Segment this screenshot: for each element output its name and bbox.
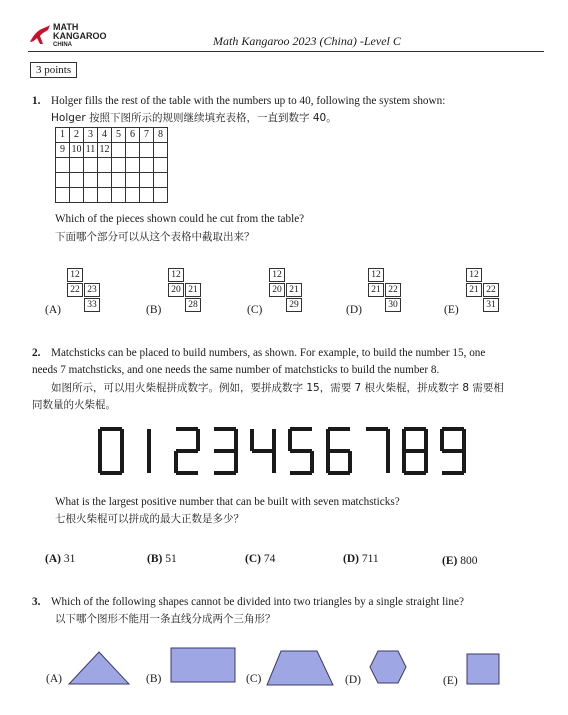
digit-6 (328, 429, 350, 473)
table-cell (84, 188, 98, 203)
table-cell (126, 158, 140, 173)
q2-option-c-label: (C) (245, 553, 261, 565)
table-cell (112, 173, 126, 188)
table-cell (70, 158, 84, 173)
matchstick-digits (96, 425, 476, 477)
table-cell (84, 173, 98, 188)
table-cell (126, 188, 140, 203)
q2-option-c[interactable] (245, 553, 275, 565)
q2-option-d-value: 711 (361, 553, 379, 565)
q3-text-zh: 以下哪个图形不能用一条直线分成两个三角形？ (55, 613, 276, 625)
shape-fill (69, 652, 129, 684)
table-cell: 3 (84, 128, 98, 143)
table-cell (154, 173, 168, 188)
table-cell (140, 143, 154, 158)
q1-question-zh: 下面哪个部分可以从这个表格中截取出来？ (55, 231, 255, 243)
shape-fill (267, 651, 333, 685)
shape-fill (370, 651, 406, 683)
header-rule (28, 51, 544, 52)
q1-number: 1. (32, 95, 41, 107)
q2-text-zh-line1: 如图所示，可以用火柴棍拼成数字。例如，要拼成数字 15，需要 7 根火柴棍，拼成数字 8 需要相 (51, 382, 504, 394)
logo (28, 22, 118, 52)
piece-cell: 22 (385, 283, 401, 297)
table-cell (70, 173, 84, 188)
table-cell: 11 (84, 143, 98, 158)
q1-option-b-label[interactable]: (B) (146, 304, 162, 316)
logo-line-kangaroo: KANGAROO (53, 31, 107, 41)
table-cell: 12 (98, 143, 112, 158)
piece-cell: 28 (185, 298, 201, 312)
q2-option-e-label: (E) (442, 555, 458, 567)
piece-cell: 12 (67, 268, 83, 282)
q3-text-en: Which of the following shapes cannot be divided into two triangles by a single straight line? (51, 596, 464, 608)
q1-option-e-label[interactable]: (E) (444, 304, 459, 316)
piece-cell: 33 (84, 298, 100, 312)
piece-cell: 22 (483, 283, 499, 297)
piece-cell: 12 (168, 268, 184, 282)
shape-fill (467, 654, 499, 684)
q2-text-zh-line2: 同数量的火柴棍。 (32, 399, 116, 411)
piece-cell: 22 (67, 283, 83, 297)
piece-cell: 23 (84, 283, 100, 297)
points-badge: 3 points (30, 62, 77, 78)
piece-cell: 31 (483, 298, 499, 312)
table-cell (112, 188, 126, 203)
q2-option-c-value: 74 (263, 553, 276, 565)
digit-3 (214, 429, 236, 473)
q2-number: 2. (32, 347, 41, 359)
piece-cell: 21 (466, 283, 482, 297)
table-cell (154, 158, 168, 173)
q2-option-a[interactable] (45, 553, 75, 565)
logo-line-math: MATH (53, 22, 79, 32)
piece-cell: 12 (368, 268, 384, 282)
q1-text-en: Holger fills the rest of the table with the numbers up to 40, following the system shown: (51, 95, 446, 107)
q2-option-b-label: (B) (147, 553, 163, 565)
q2-text-en-line2: needs 7 matchsticks, and one needs the same number of matchsticks to build the number 8. (32, 364, 440, 376)
q3-option-c-label[interactable]: (C) (246, 673, 262, 685)
q1-text-zh: Holger 按照下图所示的规则继续填充表格，一直到数字 40。 (51, 112, 337, 124)
table-cell: 4 (98, 128, 112, 143)
piece-cell: 30 (385, 298, 401, 312)
q2-option-a-label: (A) (45, 553, 61, 565)
table-cell (154, 143, 168, 158)
piece-cell: 12 (466, 268, 482, 282)
q3-shape-square[interactable] (465, 652, 501, 686)
page-header-title: Math Kangaroo 2023 (China) -Level C (213, 34, 401, 48)
table-cell (56, 188, 70, 203)
table-cell (70, 188, 84, 203)
table-cell (56, 173, 70, 188)
digit-8 (404, 429, 426, 473)
table-cell (98, 173, 112, 188)
q2-option-b[interactable] (147, 553, 177, 565)
q3-shape-trapezoid[interactable] (265, 649, 335, 687)
digit-0 (100, 429, 122, 473)
q1-option-a-label[interactable]: (A) (45, 304, 61, 316)
piece-cell: 20 (269, 283, 285, 297)
table-cell (84, 158, 98, 173)
table-cell: 8 (154, 128, 168, 143)
table-cell (140, 173, 154, 188)
q3-option-a-label[interactable]: (A) (46, 673, 62, 685)
table-cell: 7 (140, 128, 154, 143)
shape-fill (171, 648, 235, 682)
table-cell (98, 158, 112, 173)
digit-7 (366, 429, 388, 473)
logo-line-china: CHINA (53, 42, 72, 48)
q2-option-d-label: (D) (343, 553, 359, 565)
table-cell (112, 143, 126, 158)
table-cell (98, 188, 112, 203)
piece-cell: 21 (368, 283, 384, 297)
q3-option-d-label[interactable]: (D) (345, 674, 361, 686)
table-cell (126, 173, 140, 188)
q2-question-zh: 七根火柴棍可以拼成的最大正数是多少？ (55, 513, 244, 525)
q3-shape-hexagon[interactable] (368, 649, 408, 685)
digit-9 (442, 429, 464, 473)
table-cell: 6 (126, 128, 140, 143)
table-cell: 2 (70, 128, 84, 143)
table-cell (126, 143, 140, 158)
kangaroo-logo-icon (28, 24, 52, 46)
q1-number-table (55, 127, 168, 203)
piece-cell: 29 (286, 298, 302, 312)
table-cell (140, 188, 154, 203)
q3-number: 3. (32, 596, 41, 608)
q2-option-b-value: 51 (165, 553, 177, 565)
q1-question-en: Which of the pieces shown could he cut from the table? (55, 213, 305, 225)
piece-cell: 21 (286, 283, 302, 297)
q3-shape-triangle[interactable] (67, 650, 131, 686)
table-cell: 10 (70, 143, 84, 158)
q1-option-d-label[interactable]: (D) (346, 304, 362, 316)
piece-cell: 21 (185, 283, 201, 297)
q2-option-a-value: 31 (63, 553, 76, 565)
digit-2 (176, 429, 198, 473)
q2-option-e[interactable] (442, 555, 477, 567)
q2-text-en-line1: Matchsticks can be placed to build numbers, as shown. For example, to build the number 15, one (51, 347, 486, 359)
q3-shape-rectangle[interactable] (169, 646, 237, 684)
table-cell (140, 158, 154, 173)
q3-option-b-label[interactable]: (B) (146, 673, 162, 685)
digit-5 (290, 429, 312, 473)
digit-4 (252, 429, 274, 473)
piece-cell: 12 (269, 268, 285, 282)
q2-option-d[interactable] (343, 553, 379, 565)
q2-option-e-value: 800 (460, 555, 478, 567)
table-cell (112, 158, 126, 173)
table-cell (56, 158, 70, 173)
q1-option-c-label[interactable]: (C) (247, 304, 263, 316)
piece-cell: 20 (168, 283, 184, 297)
q2-question-en: What is the largest positive number that can be built with seven matchsticks? (55, 496, 400, 508)
table-cell: 9 (56, 143, 70, 158)
q3-option-e-label[interactable]: (E) (443, 675, 458, 687)
table-cell: 5 (112, 128, 126, 143)
table-cell: 1 (56, 128, 70, 143)
table-cell (154, 188, 168, 203)
